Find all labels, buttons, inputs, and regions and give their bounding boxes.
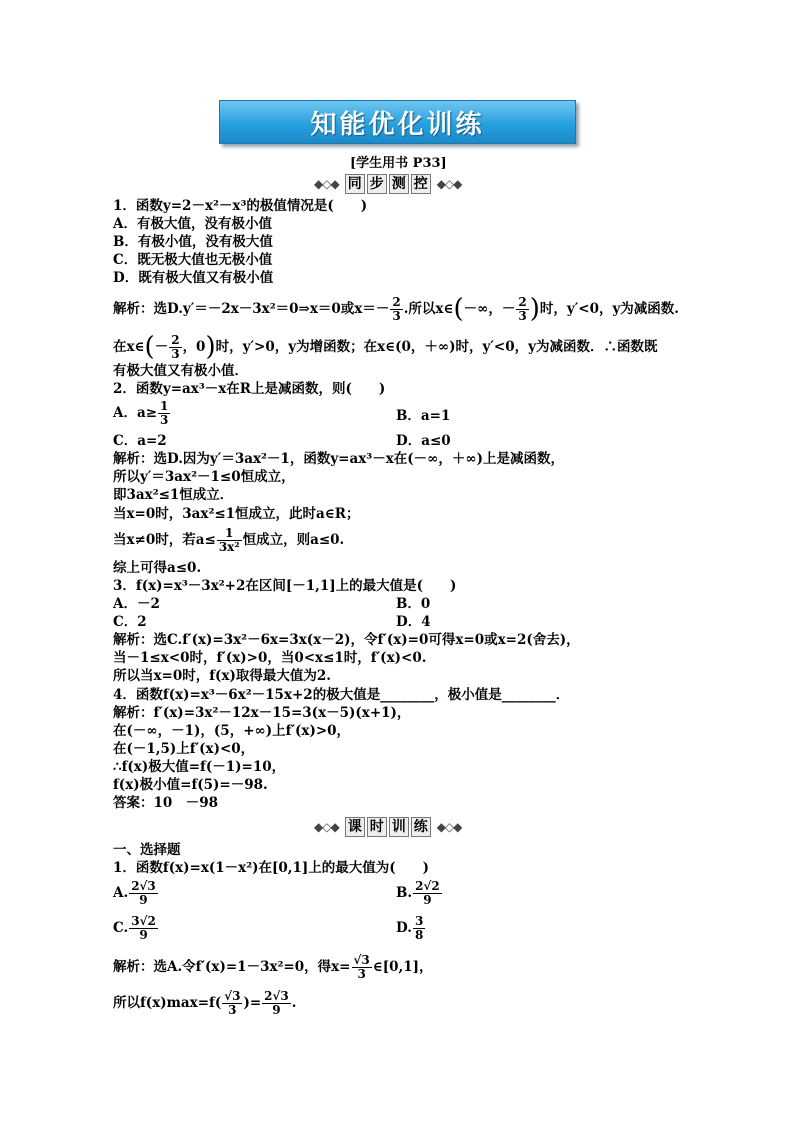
q2-option-d: D．a≤0 (396, 433, 451, 449)
q1-solution-line3: 有极大值又有极小值． (113, 363, 248, 379)
q4-solution-line3: 在(－1,5)上f′(x)<0， (113, 741, 255, 757)
section-header-sync (314, 174, 461, 194)
section-header-lesson (314, 817, 461, 837)
q2-solution-line5 (113, 527, 344, 554)
paren: ) (205, 332, 216, 362)
q2-option-b: B．a=1 (396, 408, 451, 424)
q4-solution-line5: f(x)极小值=f(5)=－98. (113, 777, 268, 793)
q4-stem: 4．函数f(x)=x³－6x²－15x+2的极大值是________，极小值是________． (113, 687, 570, 703)
fraction (222, 990, 242, 1017)
section-char: 训 (389, 817, 409, 837)
section-char: 同 (345, 174, 365, 194)
q4-answer: 答案：10 －98 (113, 795, 219, 811)
section-char: 时 (367, 817, 387, 837)
numerator: √3 (353, 953, 370, 967)
fraction (129, 915, 158, 942)
fraction (217, 527, 242, 554)
q2-solution-line2: 所以y′＝3ax²－1≤0恒成立， (113, 469, 295, 485)
p2-q1-option-c (113, 915, 159, 942)
diamond-ornament-icon: ◆◇◆ (314, 177, 339, 191)
fraction (516, 296, 528, 323)
q1-option-a: A．有极大值，没有极小值 (113, 216, 272, 232)
paren: ( (453, 294, 464, 324)
text: 解析：选A.令f′(x)=1－3x²=0，得x= (113, 959, 351, 975)
fraction (390, 296, 402, 323)
p2-q1-option-d (396, 915, 426, 942)
text: 解析：选D.y′＝－2x－3x²＝0⇒x＝0或x＝－ (113, 301, 390, 317)
q1-option-d: D．既有极大值又有极小值 (113, 270, 274, 286)
numerator: 1 (160, 399, 169, 413)
fraction (352, 954, 372, 981)
numerator: 2 (171, 333, 180, 347)
q1-solution-line1 (113, 296, 679, 323)
q4-solution-line2: 在(－∞，－1)，(5，+∞)上f′(x)>0， (113, 723, 351, 739)
denominator: 3 (357, 967, 366, 981)
text: 恒成立，则a≤0. (242, 532, 345, 548)
q3-option-a: A．－2 (113, 596, 160, 612)
q3-option-d: D．4 (396, 614, 431, 630)
section-char: 测 (389, 174, 409, 194)
q2-option-a (113, 400, 171, 427)
numerator: 3 (414, 914, 424, 928)
denominator: 9 (139, 928, 148, 942)
q2-solution-line3: 即3ax²≤1恒成立． (113, 487, 234, 503)
text: D. (396, 920, 412, 936)
q2-solution-line6: 综上可得a≤0. (113, 560, 202, 576)
denominator: 3 (171, 347, 180, 361)
numerator: 2√3 (264, 989, 289, 1003)
paren: ( (144, 332, 155, 362)
text: .所以x∈ (403, 301, 454, 317)
book-reference: [学生用书 P33] (350, 156, 447, 171)
numerator: 2√2 (415, 879, 440, 893)
text: )= (243, 995, 262, 1011)
section-char: 课 (345, 817, 365, 837)
text: ，0 (182, 339, 206, 355)
q3-stem: 3．f(x)=x³－3x²+2在区间[－1,1]上的最大值是( ) (113, 578, 457, 594)
denominator: 3 (228, 1003, 237, 1017)
section-char: 控 (411, 174, 431, 194)
q3-solution-line3: 所以当x=0时，f(x)取得最大值为2. (113, 668, 331, 684)
text: 时，y′<0，y为减函数. (539, 301, 680, 317)
title-banner (219, 100, 576, 144)
text: A．a≥ (113, 405, 158, 421)
diamond-ornament-icon: ◆◇◆ (436, 177, 462, 191)
text: － (154, 339, 169, 355)
q1-solution-line2 (113, 334, 658, 361)
text: 在x∈ (113, 339, 145, 355)
fraction (169, 334, 181, 361)
p2-q1-option-b (396, 880, 443, 907)
text: 所以f(x)max=f( (113, 995, 222, 1011)
p2-q1-solution-line2 (113, 990, 296, 1017)
text: A. (113, 885, 129, 901)
numerator: 2 (518, 295, 527, 309)
numerator: 2√3 (131, 879, 156, 893)
denominator: 3x² (218, 540, 240, 554)
q4-solution-line1: 解析：f′(x)=3x²－12x－15=3(x－5)(x+1)， (113, 705, 411, 721)
text: B. (396, 885, 413, 901)
section-char: 步 (367, 174, 387, 194)
text: 时，y′>0，y为增函数；在x∈(0，＋∞)时，y′<0，y为减函数．∴函数既 (215, 339, 658, 355)
q2-solution-line4: 当x=0时，3ax²≤1恒成立，此时a∈R； (113, 506, 360, 522)
fraction (413, 880, 442, 907)
q2-solution-line1: 解析：选D.因为y′＝3ax²－1，函数y=ax³－x在(－∞，＋∞)上是减函数， (113, 451, 565, 467)
numerator: 3√2 (131, 914, 156, 928)
p2-q1-solution-line1 (113, 954, 433, 981)
denominator: 3 (518, 309, 527, 323)
fraction (413, 915, 425, 942)
numerator: √3 (224, 989, 241, 1003)
page-title: 知能优化训练 (310, 109, 485, 140)
denominator: 9 (139, 893, 148, 907)
paren: ) (529, 294, 540, 324)
fraction (129, 880, 158, 907)
p2-q1-stem: 1．函数f(x)=x(1－x²)在[0,1]上的最大值为( ) (113, 860, 430, 876)
section-char: 练 (411, 817, 431, 837)
denominator: 3 (160, 413, 169, 427)
fraction (262, 990, 291, 1017)
q3-solution-line2: 当－1≤x<0时，f′(x)>0，当0<x≤1时，f′(x)<0. (113, 650, 427, 666)
p2-q1-option-a (113, 880, 159, 907)
denominator: 9 (423, 893, 432, 907)
text: ∈[0,1]， (372, 959, 433, 975)
part2-heading: 一、选择题 (113, 842, 181, 858)
text: . (291, 995, 297, 1011)
denominator: 8 (414, 928, 424, 942)
q1-stem: 1．函数y=2－x²－x³的极值情况是( ) (113, 198, 368, 214)
q3-option-c: C．2 (113, 614, 147, 630)
text: 当x≠0时，若a≤ (113, 532, 216, 548)
fraction (158, 400, 170, 427)
q3-option-b: B．0 (396, 596, 431, 612)
q4-solution-line4: ∴f(x)极大值=f(－1)=10， (113, 759, 286, 775)
numerator: 1 (217, 527, 242, 541)
q1-option-c: C．既无极大值也无极小值 (113, 252, 273, 268)
diamond-ornament-icon: ◆◇◆ (436, 820, 462, 834)
diamond-ornament-icon: ◆◇◆ (314, 820, 339, 834)
q3-solution-line1: 解析：选C.f′(x)=3x²－6x=3x(x－2)，令f′(x)=0可得x=0或x=2(舍去)， (113, 632, 580, 648)
denominator: 9 (272, 1003, 281, 1017)
denominator: 3 (392, 309, 401, 323)
q1-option-b: B．有极小值，没有极大值 (113, 234, 273, 250)
q2-option-c: C．a=2 (113, 433, 167, 449)
text: －∞，－ (463, 301, 516, 317)
numerator: 2 (392, 295, 401, 309)
q2-stem: 2．函数y=ax³－x在R上是减函数，则( ) (113, 381, 386, 397)
text: C. (113, 920, 129, 936)
